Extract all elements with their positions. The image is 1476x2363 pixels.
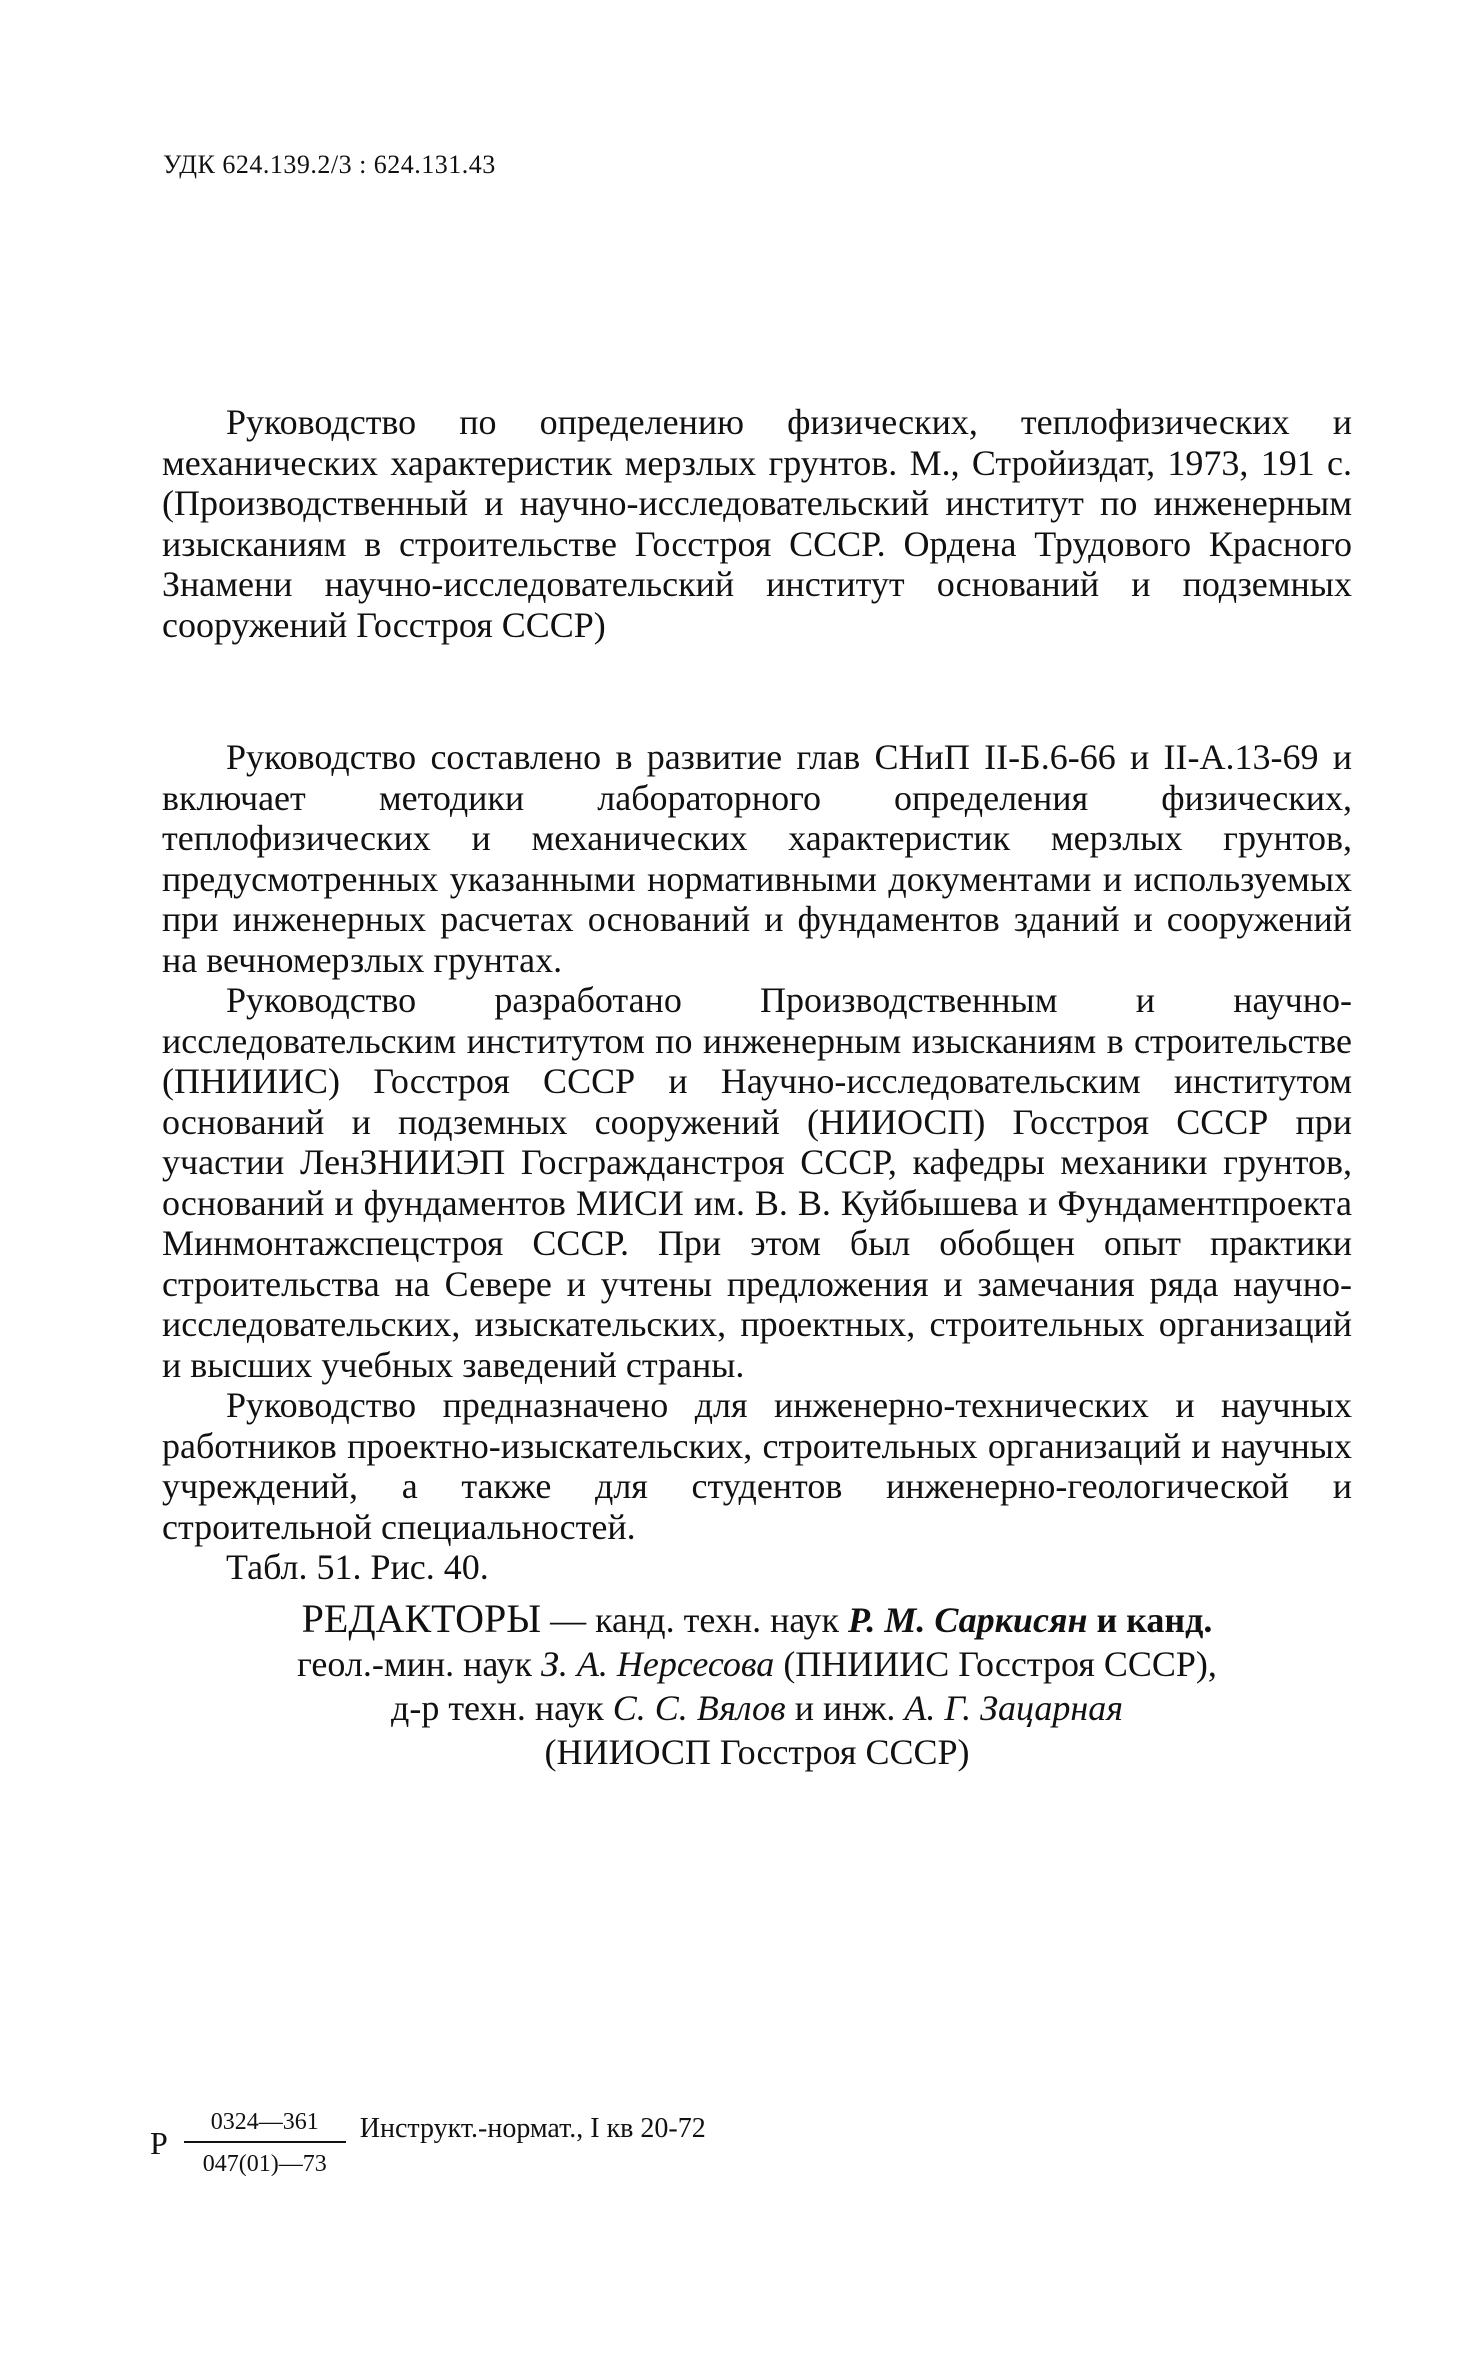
catalog-index-fraction — [184, 2105, 346, 2181]
abstract — [162, 737, 1352, 1588]
tables-figures-count: Табл. 51. Рис. 40. — [226, 1547, 489, 1587]
udc-code: УДК 624.139.2/3 : 624.131.43 — [163, 150, 496, 179]
editors-block — [162, 1597, 1352, 1774]
abstract-paragraph: Руководство составлено в развитие глав СНиП II-Б.6-66 и II-А.13-69 и включает методики лабораторного определения физических, теплофизических и механических характеристик мерзлых грунтов, предусмотренных указанными нормативными документами и используемых при инженерных расчетах оснований и фундаментов зданий и сооружений на вечномерзлых грунтах. — [162, 737, 1352, 980]
editor-name: А. Г. Зацарная — [904, 1688, 1123, 1728]
editor-organization: (НИИОСП Госстроя СССР) — [544, 1732, 970, 1772]
editor-name: С. С. Вялов — [612, 1688, 786, 1728]
catalog-index-letter: Р — [150, 2125, 168, 2161]
editors-dash: — — [541, 1600, 596, 1640]
catalog-index — [150, 2105, 706, 2181]
abstract-paragraph: Руководство разработано Производственным и научно-исследовательским институтом по инженерным изысканиям в строительстве (ПНИИИС) Госстроя СССР и Научно-исследовательским институтом оснований и подземных сооружений (НИИОСП) Госстроя СССР при участии ЛенЗНИИЭП Госгражданстроя СССР, кафедры механики грунтов, оснований и фундаментов МИСИ им. В. В. Куйбышева и Фундаментпроекта Минмонтажспецстроя СССР. При этом был обобщен опыт практики строительства на Севере и учтены предложения и замечания ряда научно-исследовательских, изыскательских, проектных, строительных организаций и высших учебных заведений страны. — [162, 980, 1352, 1385]
editor-conjunction: и канд. — [1087, 1600, 1213, 1640]
editors-line-3 — [162, 1686, 1352, 1730]
editor-degree: канд. техн. наук — [595, 1600, 849, 1640]
editors-heading: РЕДАКТОРЫ — [301, 1596, 542, 1641]
bibliographic-entry: Руководство по определению физических, теплофизических и механических характеристик мерзлых грунтов. М., Стройиздат, 1973, 191 с. (Производственный и научно-исследовательский институт по инженерным изысканиям в строительстве Госстроя СССР. Ордена Трудового Красного Знамени научно-исследовательский институт оснований и подземных сооружений Госстроя СССР) — [162, 402, 1352, 645]
editors-line-4 — [162, 1730, 1352, 1774]
catalog-index-row — [150, 2105, 706, 2181]
editor-name: Р. М. Саркисян — [848, 1600, 1088, 1640]
catalog-index-series: Инструкт.-нормат., I кв 20-72 — [359, 2113, 706, 2144]
editors-line-1 — [162, 1597, 1352, 1642]
abstract-paragraph: Руководство предназначено для инженерно-технических и научных работников проектно-изыскательских, строительных организаций и научных учреждений, а также для студентов инженерно-геологической и строительной специальностей. — [162, 1385, 1352, 1547]
editors-line-2 — [162, 1642, 1352, 1686]
editor-name: З. А. Нерсесова — [541, 1644, 775, 1684]
catalog-index-denominator: 047(01)—73 — [202, 2151, 327, 2177]
catalog-index-numerator: 0324—361 — [184, 2105, 346, 2143]
editor-conjunction: и инж. — [785, 1688, 905, 1728]
editor-degree: д-р техн. наук — [391, 1688, 613, 1728]
editor-degree: геол.-мин. наук — [297, 1644, 542, 1684]
editor-organization: (ПНИИИС Госстроя СССР), — [774, 1644, 1217, 1684]
